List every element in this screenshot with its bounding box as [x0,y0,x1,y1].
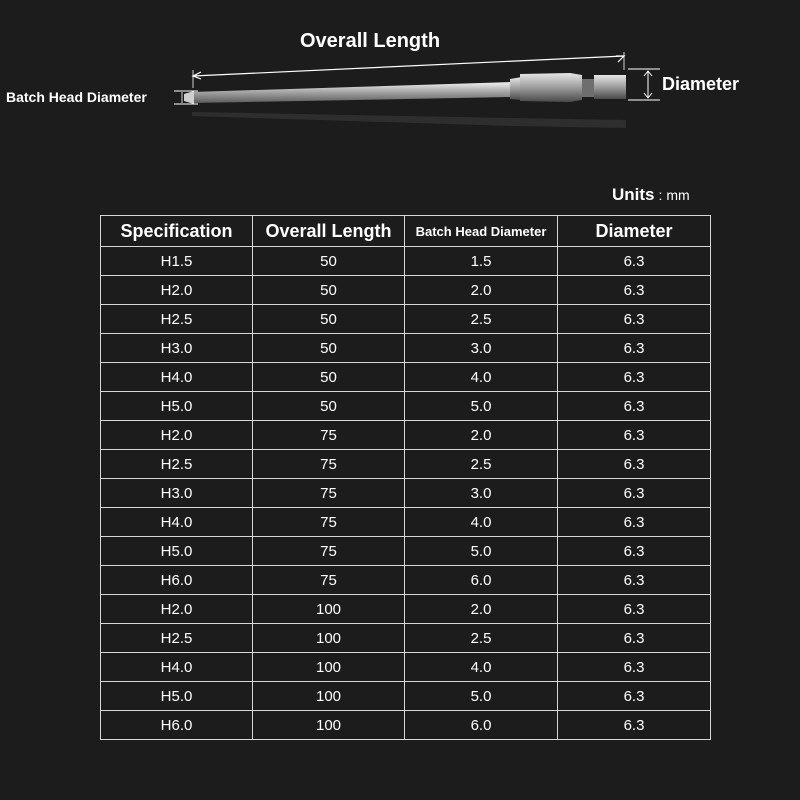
cell-diameter: 6.3 [558,537,711,566]
cell-diameter: 6.3 [558,479,711,508]
cell-batch-head-diameter: 4.0 [405,653,558,682]
header-specification: Specification [101,216,253,247]
table-row [101,566,711,595]
table-row [101,479,711,508]
cell-batch-head-diameter: 2.5 [405,624,558,653]
cell-specification: H6.0 [101,711,253,740]
cell-specification: H2.0 [101,276,253,305]
cell-overall-length: 50 [253,392,405,421]
cell-diameter: 6.3 [558,508,711,537]
cell-specification: H2.5 [101,450,253,479]
cell-specification: H5.0 [101,682,253,711]
bit-groove [582,79,594,97]
header-diameter: Diameter [558,216,711,247]
cell-diameter: 6.3 [558,363,711,392]
table-row [101,334,711,363]
cell-specification: H4.0 [101,653,253,682]
table-row [101,653,711,682]
cell-specification: H2.5 [101,305,253,334]
cell-overall-length: 75 [253,421,405,450]
cell-overall-length: 75 [253,508,405,537]
diameter-label: Diameter [662,74,740,94]
cell-batch-head-diameter: 5.0 [405,682,558,711]
cell-overall-length: 75 [253,566,405,595]
cell-specification: H5.0 [101,537,253,566]
cell-specification: H6.0 [101,566,253,595]
units-value: mm [666,187,690,203]
bit-hex-end [594,75,626,99]
cell-diameter: 6.3 [558,566,711,595]
cell-specification: H5.0 [101,392,253,421]
table-row [101,682,711,711]
cell-batch-head-diameter: 4.0 [405,363,558,392]
table-row [101,363,711,392]
cell-diameter: 6.3 [558,450,711,479]
table-row [101,450,711,479]
cell-diameter: 6.3 [558,247,711,276]
cell-overall-length: 100 [253,682,405,711]
cell-diameter: 6.3 [558,421,711,450]
cell-diameter: 6.3 [558,653,711,682]
cell-overall-length: 75 [253,479,405,508]
cell-overall-length: 75 [253,537,405,566]
table-row [101,305,711,334]
table-row [101,392,711,421]
cell-specification: H1.5 [101,247,253,276]
cell-specification: H2.5 [101,624,253,653]
cell-batch-head-diameter: 2.0 [405,421,558,450]
table-row [101,595,711,624]
table-row [101,421,711,450]
cell-batch-head-diameter: 6.0 [405,711,558,740]
units-caption [612,185,690,205]
table-row [101,508,711,537]
bit-shaft [192,82,512,103]
cell-specification: H3.0 [101,334,253,363]
cell-diameter: 6.3 [558,595,711,624]
cell-specification: H4.0 [101,508,253,537]
spec-table [100,215,711,740]
cell-overall-length: 100 [253,711,405,740]
cell-diameter: 6.3 [558,711,711,740]
table-row [101,537,711,566]
units-separator: : [658,187,663,203]
bit-tip [184,91,194,104]
table-row [101,624,711,653]
cell-batch-head-diameter: 2.5 [405,450,558,479]
batch-head-diameter-label: Batch Head Diameter [6,89,147,105]
diameter-marks [628,69,660,100]
cell-specification: H2.0 [101,595,253,624]
cell-overall-length: 50 [253,363,405,392]
cell-batch-head-diameter: 2.0 [405,595,558,624]
cell-batch-head-diameter: 4.0 [405,508,558,537]
cell-overall-length: 100 [253,624,405,653]
cell-diameter: 6.3 [558,624,711,653]
bit-diagram [0,0,800,180]
table-header-row [101,216,711,247]
cell-specification: H3.0 [101,479,253,508]
cell-overall-length: 50 [253,334,405,363]
table-row [101,276,711,305]
cell-diameter: 6.3 [558,392,711,421]
cell-diameter: 6.3 [558,305,711,334]
cell-diameter: 6.3 [558,334,711,363]
units-label: Units [612,185,655,204]
bit-hex-shank [520,73,582,102]
cell-overall-length: 100 [253,595,405,624]
header-overall-length: Overall Length [253,216,405,247]
table-row [101,247,711,276]
cell-specification: H2.0 [101,421,253,450]
header-batch-head-diameter: Batch Head Diameter [405,216,558,247]
cell-overall-length: 75 [253,450,405,479]
cell-overall-length: 100 [253,653,405,682]
cell-batch-head-diameter: 1.5 [405,247,558,276]
cell-overall-length: 50 [253,305,405,334]
cell-batch-head-diameter: 6.0 [405,566,558,595]
cell-diameter: 6.3 [558,276,711,305]
cell-specification: H4.0 [101,363,253,392]
cell-overall-length: 50 [253,247,405,276]
cell-batch-head-diameter: 3.0 [405,479,558,508]
cell-batch-head-diameter: 2.5 [405,305,558,334]
cell-diameter: 6.3 [558,682,711,711]
overall-length-label: Overall Length [300,30,441,52]
cell-batch-head-diameter: 3.0 [405,334,558,363]
cell-batch-head-diameter: 5.0 [405,537,558,566]
cell-batch-head-diameter: 5.0 [405,392,558,421]
cell-batch-head-diameter: 2.0 [405,276,558,305]
cell-overall-length: 50 [253,276,405,305]
table-row [101,711,711,740]
